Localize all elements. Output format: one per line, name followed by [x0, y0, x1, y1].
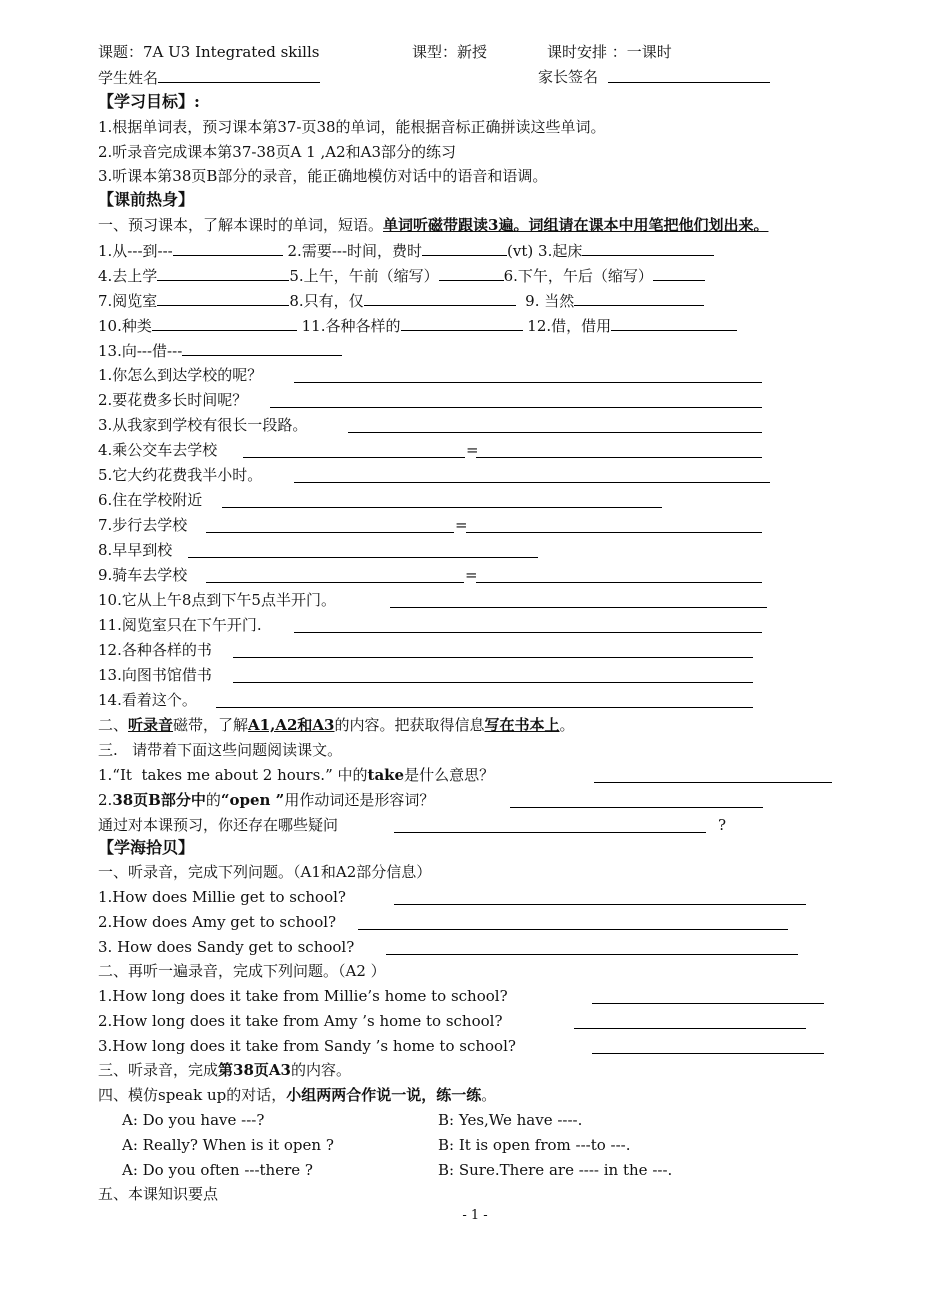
s2-q-text: 3.How long does it take from Sandy ’s home to school? [98, 1037, 516, 1055]
q2-blank[interactable] [510, 792, 763, 808]
section-1-title: 一、听录音，完成下列问题。（A1和A2部分信息） [98, 863, 432, 881]
doubt-blank[interactable] [394, 817, 706, 833]
q2-ref: 38页B部分中 [112, 791, 206, 809]
dialog-b: B: It is open from ---to ---. [438, 1136, 631, 1154]
vocab-4: 4.去上学 [98, 267, 158, 285]
section-2-title: 二、再听一遍录音，完成下列问题。（A2 ） [98, 962, 386, 980]
vocab-row-5 [98, 340, 342, 361]
student-name-label: 学生姓名 [98, 69, 159, 87]
s2-q-blank[interactable] [592, 1038, 824, 1054]
phrase-blank[interactable] [233, 667, 753, 683]
phrase-line [98, 640, 753, 660]
phrase-text: 12.各种各样的书 [98, 641, 212, 659]
dialog-line [122, 1135, 631, 1155]
phrase-text: 14.看着这个。 [98, 691, 197, 709]
warmup-title: 【课前热身】 [98, 190, 195, 209]
parent-sign-label: 家长签名 [538, 68, 599, 86]
phrase-line [98, 690, 753, 710]
phrase-blank-a[interactable] [243, 442, 465, 458]
phrase-blank[interactable] [294, 467, 770, 483]
phrase-blank[interactable] [222, 492, 662, 508]
vocab-9: 9. 当然 [525, 292, 575, 310]
vocab-1-blank[interactable] [173, 240, 283, 256]
vocab-10: 10.种类 [98, 317, 152, 335]
equals-sign: = [465, 566, 478, 584]
phrase-line [98, 615, 762, 635]
vocab-8-blank[interactable] [364, 290, 516, 306]
q2-de: 的 [205, 791, 221, 809]
phrase-line [98, 515, 762, 535]
vocab-11-blank[interactable] [401, 315, 523, 331]
s3-b: 第38页A3 [218, 1061, 291, 1079]
phrase-line [98, 490, 662, 510]
s2-question [98, 986, 824, 1006]
phrase-text: 3.从我家到学校有很长一段路。 [98, 416, 308, 434]
q1-keyword: take [367, 766, 405, 784]
part2-f: 写在书本上 [484, 716, 560, 734]
s1-q-text: 1.How does Millie get to school? [98, 888, 346, 906]
phrase-text: 10.它从上午8点到下午5点半开门。 [98, 591, 336, 609]
vocab-9-blank[interactable] [574, 290, 704, 306]
phrase-line [98, 665, 753, 685]
phrase-text: 1.你怎么到达学校的呢？ [98, 366, 263, 384]
phrase-line [98, 465, 770, 485]
q1-tail: 是什么意思？ [404, 766, 495, 784]
phrase-text: 6.住在学校附近 [98, 491, 203, 509]
part2-a: 二、 [98, 716, 129, 734]
phrase-text: 9.骑车去学校 [98, 566, 188, 584]
q2-keyword: “open ” [220, 791, 285, 809]
phrase-text: 4.乘公交车去学校 [98, 441, 218, 459]
vocab-row-1 [98, 240, 714, 261]
vocab-2-blank[interactable] [422, 240, 507, 256]
parent-sign-blank[interactable] [608, 67, 770, 83]
phrase-blank-a[interactable] [206, 517, 454, 533]
vocab-4-blank[interactable] [157, 265, 289, 281]
vocab-2: 2.需要---时间，费时 [287, 242, 423, 260]
vocab-13: 13.向---借--- [98, 342, 183, 360]
doubt-line [98, 815, 738, 835]
phrase-text: 2.要花费多长时间呢？ [98, 391, 248, 409]
learning-title: 【学海拾贝】 [98, 838, 195, 857]
q1-text: 1.“It takes me about 2 hours.” 中的 [98, 766, 368, 784]
s2-question [98, 1036, 824, 1056]
intro-text: 一、预习课本，了解本课时的单词，短语。 [98, 216, 384, 234]
vocab-5: 5.上午，午前（缩写） [289, 267, 439, 285]
s1-q-text: 2.How does Amy get to school? [98, 913, 337, 931]
section-4-title [98, 1085, 496, 1105]
q2-num: 2. [98, 791, 113, 809]
dialog-b: B: Yes,We have ----. [438, 1111, 583, 1129]
dialog-a: A: Do you often ---there ? [122, 1161, 313, 1179]
header-line-1 [98, 42, 672, 62]
phrase-blank[interactable] [216, 692, 753, 708]
s1-question [98, 887, 806, 907]
phrase-blank[interactable] [390, 592, 767, 608]
equals-sign: = [466, 441, 479, 459]
phrase-line [98, 540, 538, 560]
objective-3: 3.听课本第38页B部分的录音，能正确地模仿对话中的语音和语调。 [98, 167, 548, 185]
dialog-line [122, 1160, 673, 1180]
q1-blank[interactable] [594, 767, 832, 783]
s1-question [98, 937, 798, 957]
vocab-13-blank[interactable] [182, 340, 342, 356]
header-line-2 [98, 67, 599, 88]
phrase-blank[interactable] [270, 392, 762, 408]
vocab-11: 11.各种各样的 [301, 317, 401, 335]
phrase-blank-b[interactable] [476, 567, 762, 583]
s1-q-blank[interactable] [386, 939, 798, 955]
s4-a: 四、模仿speak up的对话， [98, 1086, 287, 1104]
phrase-blank[interactable] [294, 367, 762, 383]
phrase-line [98, 565, 762, 585]
phrase-text: 5.它大约花费我半小时。 [98, 466, 263, 484]
objectives-title: 【学习目标】: [98, 92, 200, 111]
vocab-row-3 [98, 290, 704, 311]
phrase-line [98, 440, 762, 460]
s1-q-blank[interactable] [394, 889, 806, 905]
phrase-text: 11.阅览室只在下午开门. [98, 616, 262, 634]
vocab-3: 3.起床 [538, 242, 583, 260]
part2-c: 磁带，了解 [173, 716, 249, 734]
objective-2: 2.听录音完成课本第37-38页A 1 ,A2和A3部分的练习 [98, 143, 456, 161]
phrase-line [98, 365, 762, 385]
part2-d: A1,A2和A3 [248, 716, 335, 734]
listen-instruction [98, 715, 575, 735]
dialog-a: A: Do you have ---? [122, 1111, 265, 1129]
s1-question [98, 912, 788, 932]
vocab-2-suffix: (vt) [507, 242, 534, 260]
vocab-12: 12.借，借用 [527, 317, 612, 335]
section-3-title [98, 1060, 351, 1080]
phrase-text: 13.向图书馆借书 [98, 666, 212, 684]
s2-q-text: 1.How long does it take from Millie’s home to school? [98, 987, 508, 1005]
s2-question [98, 1011, 806, 1031]
phrase-blank[interactable] [233, 642, 753, 658]
dialog-b: B: Sure.There are ---- in the ---. [438, 1161, 673, 1179]
s1-q-text: 3. How does Sandy get to school? [98, 938, 355, 956]
s2-q-blank[interactable] [574, 1013, 806, 1029]
vocab-6-blank[interactable] [653, 265, 705, 281]
s3-a: 三、听录音，完成 [98, 1061, 219, 1079]
vocab-row-4 [98, 315, 737, 336]
phrase-blank-b[interactable] [466, 517, 762, 533]
warmup-intro [98, 215, 768, 235]
s2-q-blank[interactable] [592, 988, 824, 1004]
s4-b: 小组两两合作说一说，练一练 [286, 1086, 482, 1104]
q2-tail: 用作动词还是形容词？ [284, 791, 435, 809]
s3-c: 的内容。 [290, 1061, 351, 1079]
s2-q-text: 2.How long does it take from Amy ’s home to school? [98, 1012, 503, 1030]
phrase-text: 8.早早到校 [98, 541, 173, 559]
lesson-schedule: 课时安排 ：一课时 [547, 43, 672, 61]
vocab-8: 8.只有，仅 [289, 292, 364, 310]
phrase-blank-a[interactable] [206, 567, 464, 583]
student-name-blank[interactable] [158, 67, 320, 83]
s4-c: 。 [481, 1086, 497, 1104]
lesson-topic: 课题：7A U3 Integrated skills [98, 43, 320, 61]
vocab-10-blank[interactable] [152, 315, 297, 331]
question-open [98, 790, 763, 810]
equals-sign: = [455, 516, 468, 534]
dialog-line [122, 1110, 583, 1130]
intro-emphasis: 单词听磁带跟读3遍。词组请在课本中用笔把他们划出来。 [383, 216, 769, 234]
phrase-blank[interactable] [348, 417, 762, 433]
vocab-12-blank[interactable] [611, 315, 737, 331]
doubt-qmark: ? [718, 816, 727, 834]
vocab-3-blank[interactable] [582, 240, 714, 256]
doubt-text: 通过对本课预习，你还存在哪些疑问 [98, 816, 339, 834]
lesson-type: 课型：新授 [412, 43, 488, 61]
phrase-blank[interactable] [188, 542, 538, 558]
part2-g: 。 [559, 716, 575, 734]
vocab-7-blank[interactable] [157, 290, 289, 306]
vocab-6: 6.下午，午后（缩写） [503, 267, 653, 285]
phrase-blank[interactable] [294, 617, 762, 633]
objective-1: 1.根据单词表，预习课本第37-页38的单词，能根据音标正确拼读这些单词。 [98, 118, 606, 136]
vocab-1: 1.从---到--- [98, 242, 173, 260]
phrase-line [98, 390, 762, 410]
page-number: - 1 - [462, 1208, 488, 1223]
phrase-line [98, 590, 767, 610]
vocab-5-blank[interactable] [439, 265, 504, 281]
section-5-title: 五、本课知识要点 [98, 1185, 219, 1203]
question-take [98, 765, 832, 785]
vocab-7: 7.阅览室 [98, 292, 158, 310]
dialog-a: A: Really? When is it open ? [122, 1136, 334, 1154]
part2-e: 的内容。把获取得信息 [334, 716, 485, 734]
read-instruction: 三. 请带着下面这些问题阅读课文。 [98, 741, 343, 759]
part2-b: 听录音 [128, 716, 174, 734]
vocab-row-2 [98, 265, 705, 286]
phrase-text: 7.步行去学校 [98, 516, 188, 534]
s1-q-blank[interactable] [358, 914, 788, 930]
phrase-blank-b[interactable] [476, 442, 762, 458]
phrase-line [98, 415, 762, 435]
